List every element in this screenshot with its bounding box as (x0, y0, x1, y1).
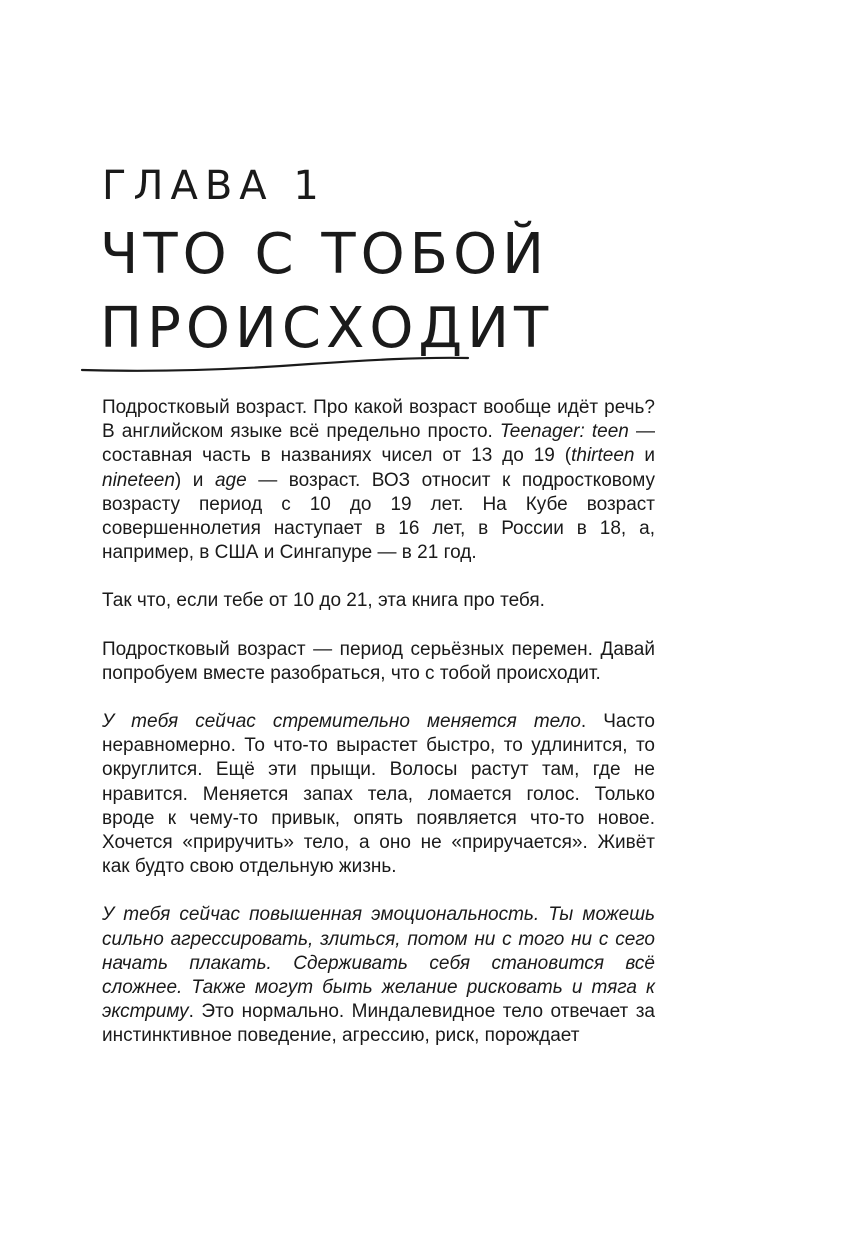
p1-text-5: — возраст. ВОЗ относит к подростковому возрасту период с 10 до 19 лет. На Кубе возраст совершеннолетия наступает в 16 лет, в России в 18, а, например, в США и Сингапуре — в 21 год. (102, 469, 655, 564)
chapter-label: ГЛАВА 1 (102, 163, 326, 209)
p4-italic-lead: У тебя сейчас стремительно меняется тело (102, 711, 581, 733)
p1-italic-teenager: Teenager: teen (499, 421, 629, 443)
p5-text: . Это нормально. Миндалевидное тело отвечает за инстинктивное поведение, агрессию, риск, порождает (102, 1001, 655, 1047)
chapter-title (100, 218, 553, 366)
chapter-title-line-1: ЧТО С ТОБОЙ (100, 222, 550, 287)
paragraph-5 (102, 903, 655, 1048)
p1-italic-nineteen: nineteen (102, 469, 175, 491)
p1-italic-age: age (214, 469, 247, 491)
paragraph-1 (102, 396, 655, 565)
p1-text-2: — составная часть в названиях чисел от 13 до 19 ( (102, 421, 655, 467)
p5-italic-lead: У тебя сейчас повышенная эмоциональность. Ты можешь сильно агрессировать, злиться, потом ни с того ни с сего начать плакать. Сдерживать себя становится всё сложнее. Также могут быть желание рисковать и тяга к экстриму (102, 904, 655, 1023)
title-underline (80, 348, 472, 376)
p1-text-1: Подростковый возраст. Про какой возраст вообще идёт речь? В английском языке всё предельно просто. (102, 397, 655, 443)
chapter-title-line-2: ПРОИСХОДИТ (100, 296, 554, 361)
p4-text: . Часто неравномерно. То что-то вырастет быстро, то удлинится, то округлится. Ещё эти прыщи. Волосы растут там, где не нравится. Меняется запах тела, ломается голос. Только вроде к чему-то привык, опять появляется что-то новое. Хочется «приручить» тело, а оно не «приручается». Живёт как будто свою отдельную жизнь. (102, 711, 655, 878)
paragraph-4 (102, 710, 655, 879)
body-text (102, 396, 655, 1073)
paragraph-2: Так что, если тебе от 10 до 21, эта книга про тебя. (102, 590, 545, 612)
paragraph-3: Подростковый возраст — период серьёзных перемен. Давай попробуем вместе разобраться, что с тобой происходит. (102, 638, 655, 684)
p1-italic-thirteen: thirteen (571, 445, 635, 467)
p1-text-3: и (634, 445, 655, 467)
p1-text-4: ) и (174, 469, 215, 491)
